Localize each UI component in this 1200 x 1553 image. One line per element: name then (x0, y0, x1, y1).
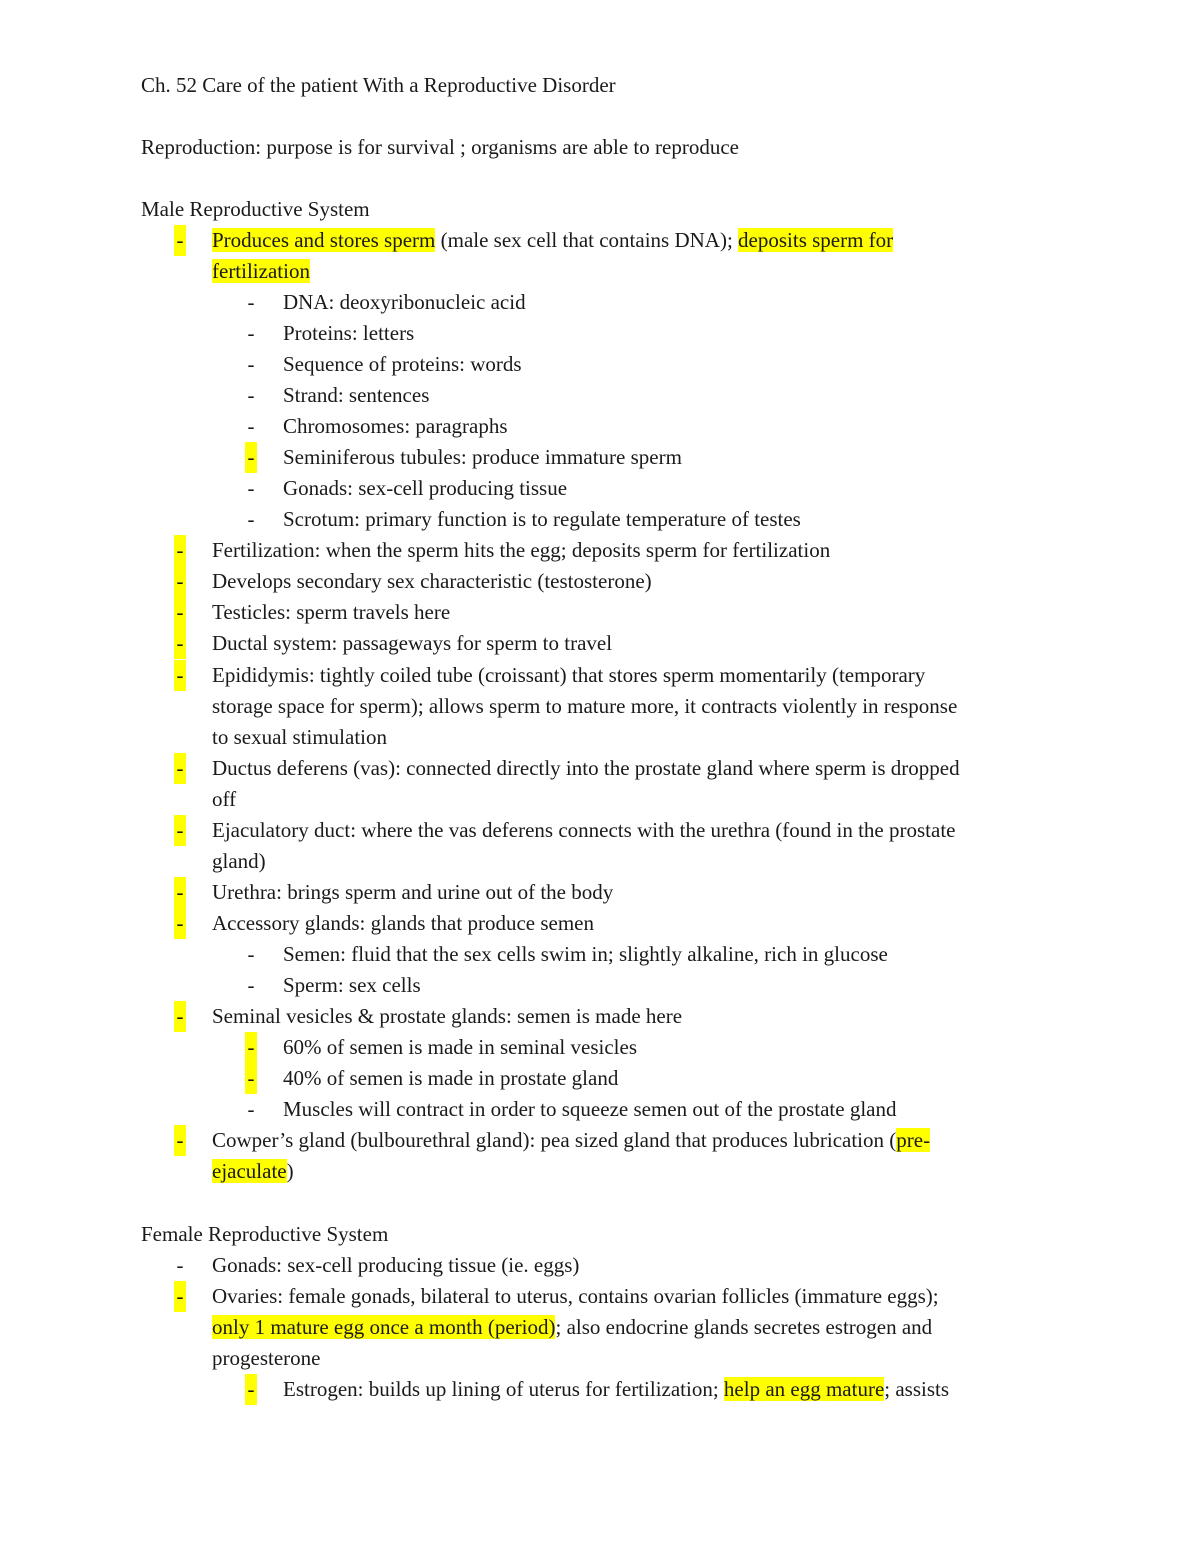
bullet-dash: - (245, 1374, 257, 1405)
bullet-dash: - (174, 815, 186, 846)
bullet-dash: - (247, 352, 255, 376)
bullet-dash: - (247, 507, 255, 531)
document-title: Ch. 52 Care of the patient With a Reproductive Disorder (141, 73, 616, 97)
bullet-dash: - (245, 1032, 257, 1063)
bullet-dash: - (247, 290, 255, 314)
highlighted-text: Produces and stores sperm (212, 228, 436, 252)
female-section-heading: Female Reproductive System (141, 1222, 389, 1246)
bullet-dash: - (174, 1125, 186, 1156)
intro-paragraph: Reproduction: purpose is for survival ; organisms are able to reproduce (141, 135, 739, 159)
highlighted-text: fertilization (212, 259, 310, 283)
highlighted-text: deposits sperm for (738, 228, 894, 252)
bullet-dash: - (174, 877, 186, 908)
bullet-dash: - (174, 1281, 186, 1312)
highlighted-text: pre- (896, 1128, 931, 1152)
highlighted-text: help an egg mature (723, 1377, 885, 1401)
bullet-dash: - (174, 753, 186, 784)
bullet-dash: - (247, 476, 255, 500)
bullet-dash: - (245, 1063, 257, 1094)
document-page: Ch. 52 Care of the patient With a Reproductive Disorder Reproduction: purpose is for survival ; organisms are able to reproduce Male Reproductive System - Produces and stores sperm (male sex cell that contains DNA); deposits sperm for fertilization - DNA: deoxyribonucleic acid - Proteins: letters - Sequence of proteins: words - Strand: sentences - Chromosomes: paragraphs - Seminiferous tubules: produce immature sperm - Gonads: sex-cell producing tissue - Scrotum: primary function is to regulate temperature of testes - Fertilization: when the sperm hits the egg; deposits sperm for fertilization - Develops secondary sex characteristic (testosterone) - Testicles: sperm travels here - Ductal system: passageways for sperm to travel - Epididymis: tightly coiled tube (croissant) that stores sperm momentarily (temporary storage space for sperm); allows sperm to mature more, it contracts violently in response to sexual stimulation - Ductus deferens (vas): connected directly into the prostate gland where sperm is dropped off - Ejaculatory duct: where the vas deferens connects with the urethra (found in the prostate gland) - Urethra: brings sperm and urine out of the body - Accessory glands: glands that produce semen - Semen: fluid that the sex cells swim in; slightly alkaline, rich in glucose - Sperm: sex cells - Seminal vesicles & prostate glands: semen is made here - 60% of semen is made in seminal vesicles - 40% of semen is made in prostate gland - Muscles will contract in order to squeeze semen out of the prostate gland - Cowper’s gland (bulbourethral gland): pea sized gland that produces lubrication (pre- ejaculate) Female Reproductive System - Gonads: sex-cell producing tissue (ie. eggs) - Ovaries: female gonads, bilateral to uterus, contains ovarian follicles (immature eggs); only 1 mature egg once a month (period); also endocrine glands secretes estrogen and progesterone - Estrogen: builds up lining of uterus for fertilization; help an egg mature; assists (0, 0, 1200, 1553)
bullet-dash: - (174, 1001, 186, 1032)
bullet-dash: - (174, 566, 186, 597)
bullet-dash: - (174, 628, 186, 659)
bullet-dash: - (174, 908, 186, 939)
bullet-dash: - (247, 414, 255, 438)
highlighted-text: ejaculate (212, 1159, 287, 1183)
bullet-dash: - (245, 442, 257, 473)
bullet-dash: - (247, 942, 255, 966)
male-section-heading: Male Reproductive System (141, 197, 370, 221)
bullet-dash: - (247, 383, 255, 407)
bullet-dash: - (174, 535, 186, 566)
bullet-dash: - (176, 1253, 184, 1277)
bullet-dash: - (174, 660, 186, 691)
bullet-dash: - (247, 1097, 255, 1121)
bullet-dash: - (247, 973, 255, 997)
highlighted-text: only 1 mature egg once a month (period) (212, 1315, 556, 1339)
bullet-dash: - (247, 321, 255, 345)
bullet-dash: - (174, 597, 186, 628)
bullet-dash: - (174, 225, 186, 256)
